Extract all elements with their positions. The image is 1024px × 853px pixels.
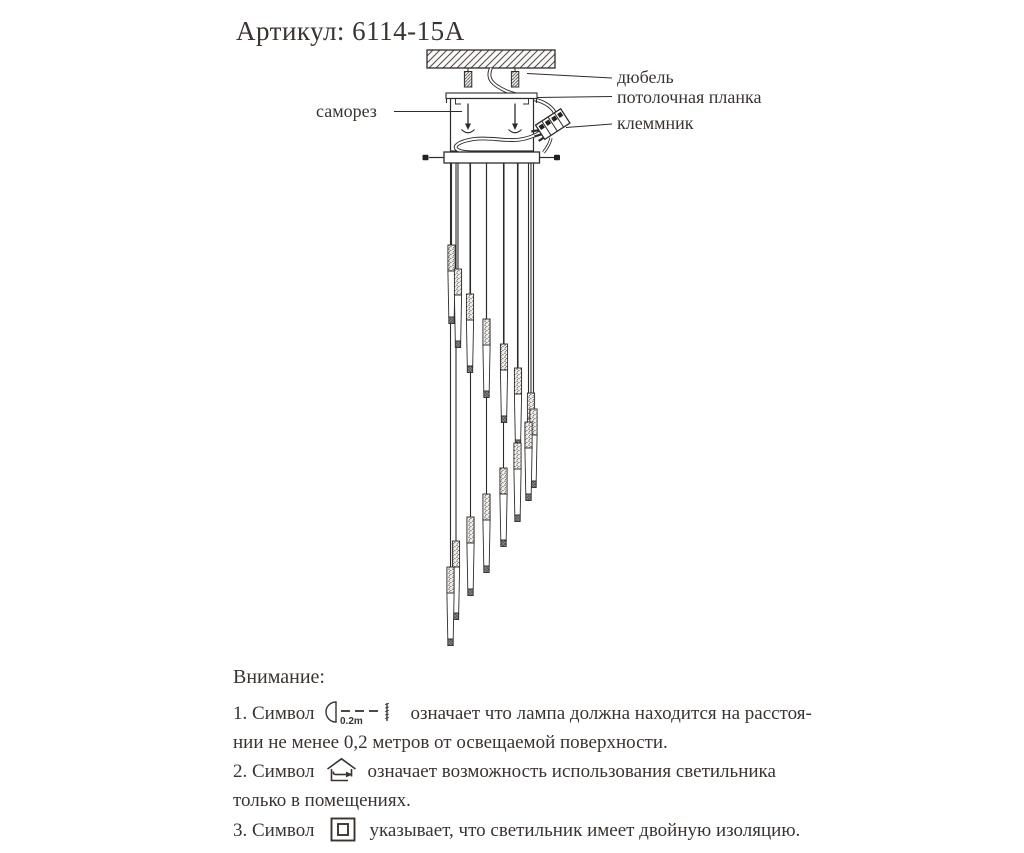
min-distance-caption: 0.2m — [340, 716, 364, 726]
pendant-lamp — [447, 567, 454, 646]
pendant-lamp — [514, 368, 521, 447]
note-line-5 — [233, 815, 813, 846]
note-lead: 2. Символ — [233, 761, 315, 782]
canopy-plate — [444, 152, 540, 163]
note-line-1 — [233, 699, 813, 729]
pendant-lamp — [483, 319, 490, 398]
label-screw: саморез — [316, 101, 377, 121]
pendant-lamp — [514, 443, 521, 522]
canopy-screw-left — [423, 155, 445, 161]
canopy-screw-right — [540, 155, 561, 161]
note-line-4: только в помещениях. — [233, 789, 411, 811]
label-ceiling-plank: потолочная планка — [617, 87, 762, 107]
note-text: означает что лампа должна находится на расстоя- — [410, 703, 812, 724]
double-insulation-icon — [328, 815, 359, 844]
surface-mark — [385, 703, 389, 721]
pendant-lamp — [500, 468, 507, 547]
pendant-cables — [451, 163, 534, 568]
pendant-lamp — [500, 344, 507, 423]
pendant-lamps — [447, 245, 537, 646]
note-lead: 3. Символ — [233, 820, 315, 841]
pendant-lamp — [466, 294, 473, 373]
label-dowel: дюбель — [617, 67, 674, 87]
pendant-lamp — [454, 269, 461, 348]
notes-section — [233, 666, 813, 846]
notes-heading: Внимание: — [233, 666, 325, 688]
note-text: указывает, что светильник имеет двойную изоляцию. — [369, 820, 801, 841]
label-terminal-block: клеммник — [617, 113, 694, 133]
note-line-3 — [233, 757, 813, 787]
pendant-lamp — [483, 494, 490, 573]
note-lead: 1. Символ — [233, 703, 315, 724]
pendant-lamp — [467, 517, 474, 596]
note-line-2: нии не менее 0,2 метров от освещаемой поверхности. — [233, 731, 668, 753]
ceiling-hatched-bar — [427, 50, 555, 68]
dowel-left — [464, 68, 471, 87]
indoor-use-icon — [326, 757, 357, 783]
pendant-lamp — [525, 422, 532, 501]
dowel-right — [511, 68, 518, 87]
min-distance-icon — [325, 699, 401, 726]
page-title: Артикул: 6114-15А — [236, 16, 465, 46]
note-text: означает возможность использования светильника — [367, 761, 776, 782]
